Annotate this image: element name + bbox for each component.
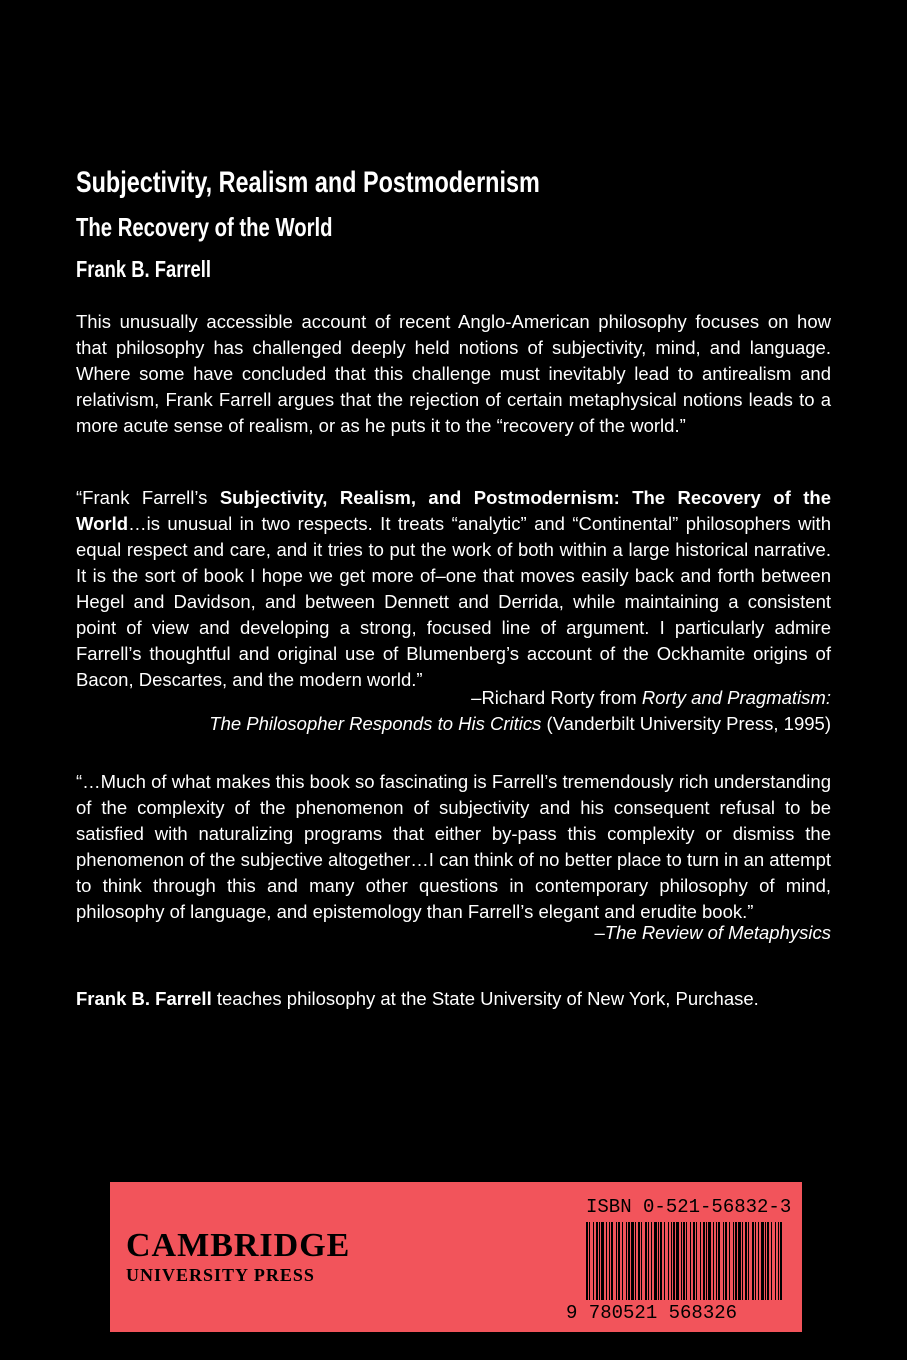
barcode-bar (708, 1222, 711, 1300)
barcode-bar (723, 1222, 724, 1300)
barcode-bar (690, 1222, 691, 1300)
barcode-bar (729, 1222, 730, 1300)
barcode-bar (771, 1222, 772, 1300)
barcode-bar (606, 1222, 607, 1300)
rorty-attribution (76, 685, 831, 737)
barcode-bar (735, 1222, 737, 1300)
book-author: Frank B. Farrell (76, 256, 211, 282)
barcode-bar (780, 1222, 782, 1300)
barcode-bar (713, 1222, 714, 1300)
bio-name: Frank B. Farrell (76, 988, 212, 1009)
barcode-bar (706, 1222, 707, 1300)
barcode-bar (626, 1222, 627, 1300)
barcode-bar (593, 1222, 594, 1300)
barcode-bar (738, 1222, 741, 1300)
barcode-bar (693, 1222, 695, 1300)
bio-text: teaches philosophy at the State University of New York, Purchase. (211, 988, 759, 1009)
barcode-bar (658, 1222, 659, 1300)
barcode-bar (596, 1222, 598, 1300)
barcode-bar (765, 1222, 766, 1300)
barcode-bar (761, 1222, 764, 1300)
barcode-bar (586, 1222, 588, 1300)
barcode-bar (681, 1222, 682, 1300)
barcode-bar (718, 1222, 720, 1300)
barcode-bar (635, 1222, 636, 1300)
barcode-bar (631, 1222, 634, 1300)
barcode-bar (755, 1222, 756, 1300)
barcode-bar (601, 1222, 604, 1300)
attribution-source-2: The Philosopher Responds to His Critics (209, 713, 542, 734)
attribution-source-1: Rorty and Pragmatism: (641, 687, 831, 708)
barcode-bar (609, 1222, 610, 1300)
publisher-logo (126, 1228, 350, 1286)
barcode-bar (676, 1222, 679, 1300)
publisher-name: CAMBRIDGE (126, 1227, 351, 1264)
barcode-bar (696, 1222, 697, 1300)
quote-open: “Frank Farrell’s (76, 487, 220, 508)
barcode-bar (758, 1222, 759, 1300)
barcode-bar (616, 1222, 617, 1300)
book-description: This unusually accessible account of recent Anglo-American philosophy focuses on how that philosophy has challenged deeply held notions of subjectivity, mind, and language. Where some have concluded that this challenge must inevitably lead to antirealism and relativism, Frank Farrell argues that the rejection of certain metaphysical notions leads to a more acute sense of realism, or as he puts it to the “recovery of the world.” (76, 311, 831, 436)
barcode-bar (664, 1222, 665, 1300)
publisher-subname: UNIVERSITY PRESS (126, 1265, 315, 1285)
barcode-bar (733, 1222, 734, 1300)
barcode-bar (671, 1222, 672, 1300)
publisher-panel (110, 1182, 802, 1332)
barcode-bar (683, 1222, 685, 1300)
barcode-bar (778, 1222, 779, 1300)
rorty-quote (76, 485, 831, 693)
barcode-bar (700, 1222, 701, 1300)
review-attribution (76, 920, 831, 946)
quote-bold-title: Subjectivity, Realism, and Postmodernism: The Recovery of the World (76, 487, 831, 534)
barcode-bar (622, 1222, 623, 1300)
barcode-bar (748, 1222, 749, 1300)
barcode-bar (775, 1222, 776, 1300)
barcode-bar (752, 1222, 754, 1300)
barcode-bar (745, 1222, 747, 1300)
attribution-suffix: (Vanderbilt University Press, 1995) (541, 713, 831, 734)
barcode-bar (611, 1222, 613, 1300)
quote-text: …is unusual in two respects. It treats “analytic” and “Continental” philosophers with equal respect and care, and it tries to put the work of both within a large historical narrative. It is the sort of book I hope we get more of–one that moves easily back and forth between Hegel and Davidson, and between Dennett and Derrida, while maintaining a consistent point of view and developing a strong, focused line of argument. I particularly admire Farrell’s thoughtful and original use of Blumenberg’s account of the Ockhamite origins of Bacon, Descartes, and the modern world.” (76, 513, 831, 690)
attribution-prefix: –Richard Rorty from (471, 687, 642, 708)
barcode-bar (651, 1222, 652, 1300)
barcode-digits: 9 780521 568326 (566, 1302, 738, 1324)
barcode-bar (654, 1222, 657, 1300)
barcode-bar (703, 1222, 705, 1300)
review-quote: “…Much of what makes this book so fascinating is Farrell’s tremendously rich understanding of the complexity of the phenomenon of subjectivity and his consequent refusal to be satisfied with naturalizing programs that either by-pass this complexity or dismiss the phenomenon of the subjective altogether…I can think of no better place to turn in an attempt to think through this and many other questions in contemporary philosophy of mind, philosophy of language, and epistemology than Farrell’s elegant and erudite book.” (76, 771, 831, 922)
isbn-label: ISBN 0-521-56832-3 (586, 1196, 792, 1218)
barcode-icon (586, 1222, 782, 1300)
attribution-source: The Review of Metaphysics (604, 922, 831, 943)
barcode-bar (668, 1222, 669, 1300)
barcode-bar (648, 1222, 649, 1300)
book-subtitle: The Recovery of the World (76, 212, 333, 242)
barcode-bar (638, 1222, 640, 1300)
barcode-bar (673, 1222, 675, 1300)
book-title: Subjectivity, Realism and Postmodernism (76, 166, 540, 199)
author-bio (76, 986, 759, 1012)
barcode-bar (767, 1222, 769, 1300)
barcode-bar (641, 1222, 642, 1300)
barcode-bar (660, 1222, 662, 1300)
barcode-bar (742, 1222, 743, 1300)
attribution-dash: – (594, 922, 605, 943)
barcode-bar (599, 1222, 600, 1300)
barcode-bar (618, 1222, 620, 1300)
barcode-bar (725, 1222, 727, 1300)
barcode-bar (628, 1222, 630, 1300)
barcode-bar (645, 1222, 647, 1300)
barcode-bar (716, 1222, 717, 1300)
barcode-bar (589, 1222, 590, 1300)
barcode-bar (686, 1222, 687, 1300)
